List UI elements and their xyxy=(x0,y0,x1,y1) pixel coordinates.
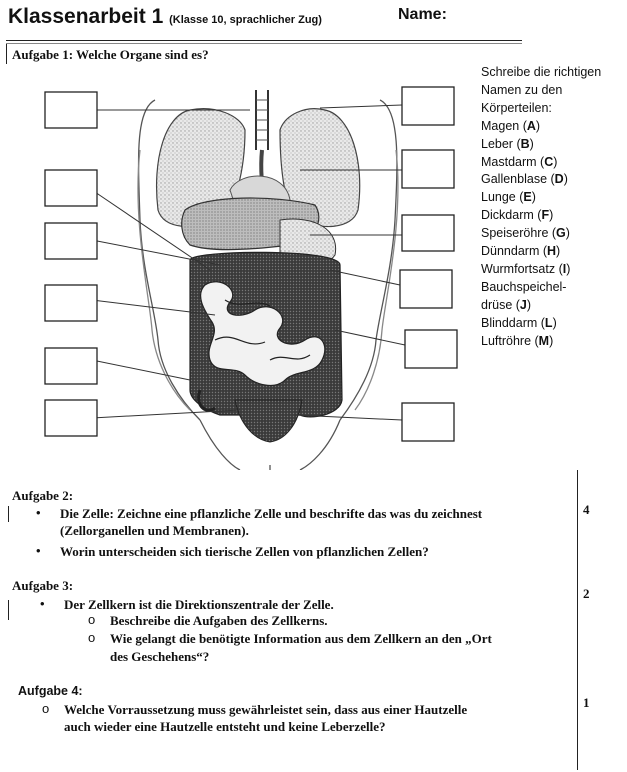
organ-item: Blinddarm (L) xyxy=(481,315,557,330)
organ-item: drüse (J) xyxy=(481,297,532,312)
answer-box xyxy=(45,223,97,259)
organ-item: Mastdarm (C) xyxy=(481,154,558,169)
aufgabe3-points: 2 xyxy=(583,586,590,601)
answer-box xyxy=(45,400,97,436)
aufgabe2-bullet2: Worin unterscheiden sich tierische Zellen von pflanzlichen Zellen? xyxy=(60,544,429,559)
title-subtitle: (Klasse 10, sprachlicher Zug) xyxy=(169,14,322,26)
aufgabe4-points: 1 xyxy=(583,695,590,710)
answer-box xyxy=(45,170,97,206)
instruction-line: Körperteilen: xyxy=(481,100,552,115)
organ-item: Dünndarm (H) xyxy=(481,244,561,259)
answer-box xyxy=(402,150,454,188)
rectum-shape xyxy=(235,400,302,442)
aufgabe2-points: 4 xyxy=(583,502,590,517)
aufgabe4-bullet-line2: auch wieder eine Hautzelle entsteht und keine Leberzelle? xyxy=(64,719,386,734)
organ-item: Dickdarm (F) xyxy=(481,208,554,223)
organ-item: Luftröhre (M) xyxy=(481,333,554,348)
organ-item: Gallenblase (D) xyxy=(481,172,568,187)
answer-box xyxy=(45,92,97,128)
circle-bullet-icon: o xyxy=(42,701,50,716)
left-margin-tick xyxy=(8,600,9,620)
aufgabe3-sub1: Beschreibe die Aufgaben des Zellkerns. xyxy=(110,613,328,628)
name-label: Name: xyxy=(398,6,447,23)
header-rule-secondary xyxy=(6,43,522,44)
answer-box xyxy=(405,330,457,368)
aufgabe3-sub2-line2: des Geschehens“? xyxy=(110,649,210,664)
answer-box xyxy=(402,87,454,125)
bullet-icon: • xyxy=(36,505,41,520)
organ-word-list xyxy=(481,64,601,351)
header-rule xyxy=(6,40,522,41)
bullet-icon: • xyxy=(36,543,41,558)
answer-box xyxy=(402,215,454,251)
aufgabe2-bullet1-line1: Die Zelle: Zeichne eine pflanzliche Zelle und beschrifte das was du zeichnest xyxy=(60,506,483,521)
aufgabe3-heading: Aufgabe 3: xyxy=(12,578,74,593)
points-margin-line xyxy=(577,470,578,770)
instruction-line: Namen zu den xyxy=(481,82,563,97)
aufgabe3-sub2-line1: Wie gelangt die benötigte Information aus dem Zellkern an den „Ort xyxy=(110,631,492,646)
organ-diagram xyxy=(40,70,480,470)
aufgabe1-heading: Aufgabe 1: Welche Organe sind es? xyxy=(12,47,209,62)
aufgabe2-bullet1-line2: (Zellorganellen und Membranen). xyxy=(60,523,249,538)
aufgabe2-heading: Aufgabe 2: xyxy=(12,488,74,503)
aufgabe3-bullet1: Der Zellkern ist die Direktionszentrale der Zelle. xyxy=(64,597,334,612)
bullet-icon: • xyxy=(40,596,45,611)
organ-item: Wurmfortsatz (I) xyxy=(481,261,571,276)
organ-item: Lunge (E) xyxy=(481,190,536,205)
answer-box xyxy=(400,270,452,308)
title-main: Klassenarbeit 1 xyxy=(8,5,164,28)
answer-box xyxy=(45,348,97,384)
circle-bullet-icon: o xyxy=(88,630,96,645)
aufgabe4-heading: Aufgabe 4: xyxy=(18,684,83,698)
left-margin-tick xyxy=(8,506,9,522)
organ-item: Bauchspeichel- xyxy=(481,279,567,294)
organ-item: Magen (A) xyxy=(481,118,541,133)
circle-bullet-icon: o xyxy=(88,612,96,627)
aufgabe4-bullet-line1: Welche Vorraussetzung muss gewährleistet sein, dass aus einer Hautzelle xyxy=(64,702,468,717)
answer-box xyxy=(45,285,97,321)
margin-tick xyxy=(6,44,7,64)
organ-item: Leber (B) xyxy=(481,136,534,151)
organ-item: Speiseröhre (G) xyxy=(481,226,570,241)
instruction-line: Schreibe die richtigen xyxy=(481,65,602,79)
answer-box xyxy=(402,403,454,441)
page-title xyxy=(8,5,322,29)
